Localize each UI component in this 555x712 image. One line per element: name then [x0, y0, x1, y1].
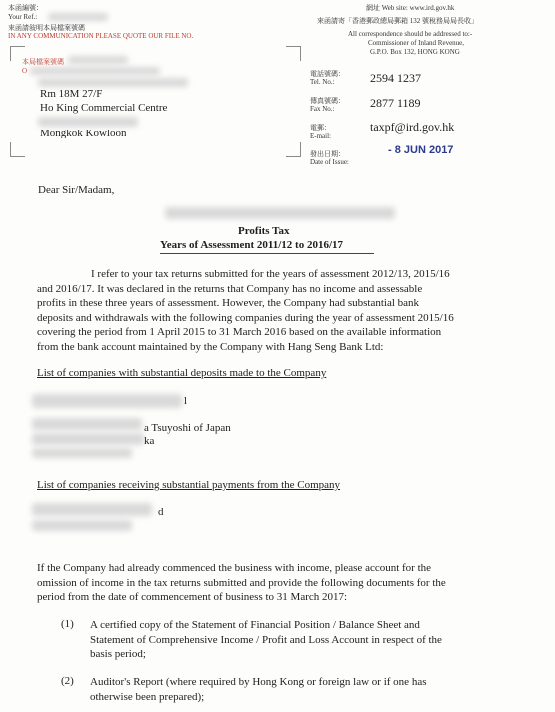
redacted-address [38, 117, 138, 127]
correspond-2: Commissioner of Inland Revenue, [368, 39, 465, 47]
date-cn: 發出日期： [310, 150, 345, 158]
redacted-company-name [165, 207, 395, 219]
subject-underline [160, 253, 374, 254]
redacted-list1-item4 [32, 448, 132, 458]
subject-line-1: Profits Tax [238, 225, 290, 237]
box-corner-bl [10, 142, 25, 157]
correspond-1: All correspondence should be addressed to:- [348, 30, 473, 38]
file-no-cn: 本函編號： [8, 4, 43, 12]
file-label-cn: 本局檔案號碼 [22, 58, 64, 66]
item2-line-1: Auditor's Report (where required by Hong Kong or foreign law or if one has [90, 676, 427, 688]
item1-line-2: Statement of Comprehensive Income / Profit and Loss Account in respect of the [90, 633, 442, 646]
item2-text [90, 675, 496, 704]
p2-line-1: If the Company had already commenced the business with income, please account for the [37, 562, 432, 574]
list2-heading: List of companies receiving substantial payments from the Company [37, 479, 341, 491]
list1-heading: List of companies with substantial deposits made to the Company [37, 367, 327, 379]
website: 網址 Web site: www.ird.gov.hk [366, 4, 455, 12]
address-cn: 來函請寄「香港郵政總局郵箱 132 號稅務局局長收」 [317, 17, 478, 25]
your-ref: Your Ref.: [8, 13, 38, 21]
fax-value: 2877 1189 [370, 96, 421, 110]
redacted-list1-item2 [32, 418, 142, 430]
address-line-1: Rm 18M 27/F [40, 88, 103, 100]
item1-line-1: A certified copy of the Statement of Financial Position / Balance Sheet and [90, 619, 420, 631]
box-corner-br [286, 142, 301, 157]
p2-line-2: omission of income in the tax returns submitted and provide the following documents for the [37, 576, 446, 589]
p1-line-2: and 2016/17. It was declared in the returns that Company has no income and assessable [37, 282, 423, 295]
redacted-file-no-2 [30, 67, 160, 75]
email-en: E-mail: [310, 132, 331, 140]
quote-cn: 來函請敍明本局檔案號碼 [8, 24, 85, 32]
p1-line-4: deposits and withdrawals with the following companies during the year of assessment 2015/16 [37, 311, 454, 324]
redacted-list1-item1 [32, 394, 182, 408]
p1-line-5: covering the period from 1 April 2015 to 31 March 2016 based on the available information [37, 326, 442, 338]
p2-line-3: period from the date of commencement of business to 31 March 2017: [37, 591, 348, 603]
redacted-file-no [68, 56, 128, 64]
redacted-list1-item3 [32, 433, 144, 445]
list2-item1-tail: d [158, 506, 164, 518]
tel-en: Tel. No.: [310, 78, 335, 86]
address-line-3: Mongkok Kowloon [40, 130, 127, 138]
date-en: Date of Issue: [310, 158, 349, 166]
item2-line-2: otherwise been prepared); [90, 690, 205, 703]
list1-item1-tail: l [184, 395, 188, 407]
redacted-list2-item2 [32, 520, 132, 531]
p1-line-1: I refer to your tax returns submitted for the years of assessment 2012/13, 2015/16 [91, 268, 450, 280]
list1-item3-tail: ka [144, 435, 155, 447]
tel-value: 2594 1237 [370, 71, 421, 85]
p1-line-3: profits in these three years of assessment. However, the Company had substantial bank [37, 297, 420, 309]
p1-line-6: from the bank account maintained by the Company with Hang Seng Bank Ltd: [37, 340, 384, 353]
address-line-2: Ho King Commercial Centre [40, 102, 168, 114]
item2-number: (2) [61, 675, 74, 687]
quote-en: IN ANY COMMUNICATION PLEASE QUOTE OUR FILE NO. [8, 32, 194, 40]
email-value: taxpf@ird.gov.hk [370, 120, 455, 134]
tel-cn: 電話號碼： [310, 70, 345, 78]
paragraph-2 [37, 561, 503, 605]
salutation: Dear Sir/Madam, [38, 184, 115, 196]
paragraph-1 [37, 267, 503, 354]
date-stamp: - 8 JUN 2017 [388, 144, 454, 156]
file-label-o: O [22, 67, 28, 75]
fax-en: Fax No.: [310, 105, 335, 113]
redacted-list2-item1 [32, 503, 152, 516]
fax-cn: 傳真號碼： [310, 97, 345, 105]
correspond-3: G.P.O. Box 132, HONG KONG [370, 48, 460, 56]
email-cn: 電郵： [310, 124, 331, 132]
item1-text [90, 618, 496, 662]
item1-number: (1) [61, 618, 74, 630]
redacted-ref [48, 13, 108, 21]
redacted-company [38, 78, 188, 87]
item1-line-3: basis period; [90, 648, 146, 660]
box-corner-tr [286, 46, 301, 61]
list1-item2-tail: a Tsuyoshi of Japan [144, 422, 231, 434]
subject-line-2: Years of Assessment 2011/12 to 2016/17 [160, 239, 344, 251]
